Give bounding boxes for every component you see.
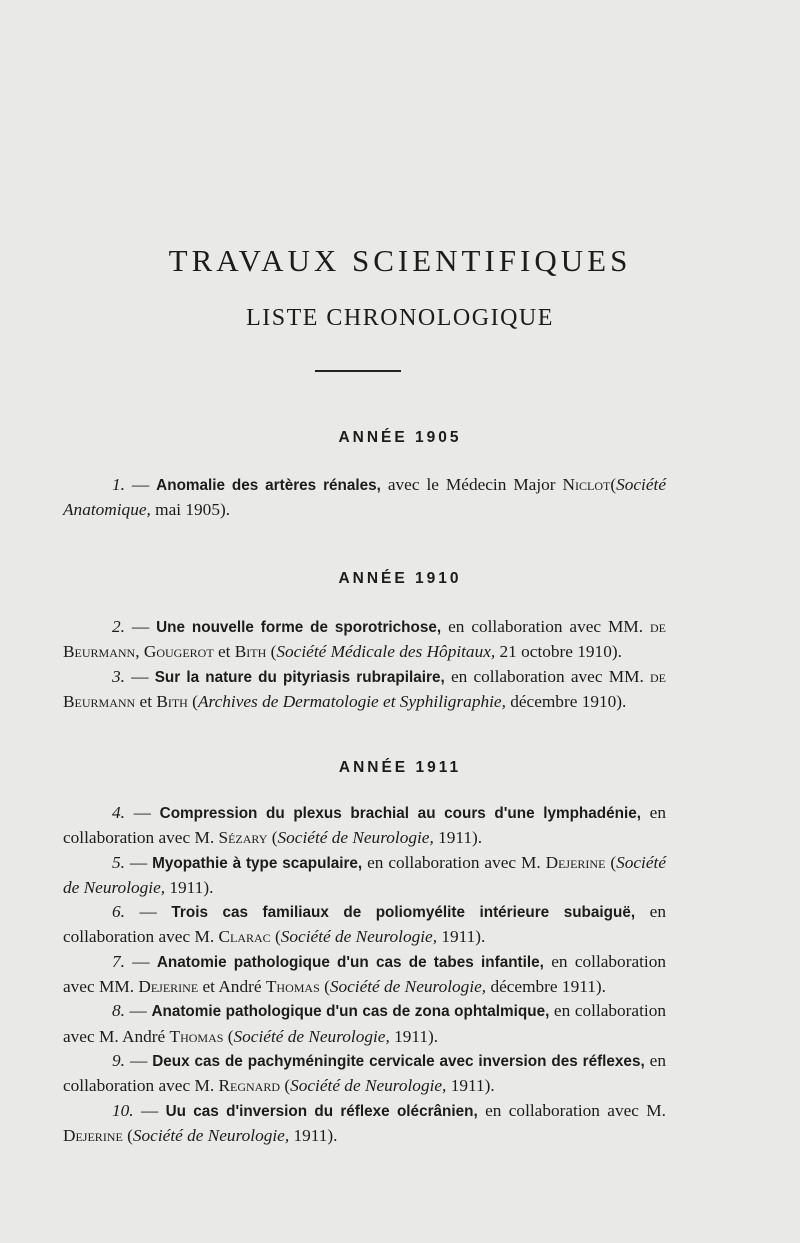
entry-4: 4. — Compression du plexus brachial au cours d'une lymphadénie, en collaboration avec M. Sézary (Société de Neurologie, 1911). xyxy=(63,803,666,848)
entries-1911 xyxy=(63,801,666,1148)
entry-7: 7. — Anatomie pathologique d'un cas de tabes infantile, en collaboration avec MM. Dejerine et André Thomas (Société de Neurologie, décembre 1911). xyxy=(63,951,667,997)
year-heading-1911: ANNÉE 1911 xyxy=(338,759,462,776)
title-divider xyxy=(315,370,401,372)
page-title: TRAVAUX SCIENTIFIQUES xyxy=(168,243,632,278)
entry-3: 3. — Sur la nature du pityriasis rubrapilaire, en collaboration avec MM. de Beurmann et Bith (Archives de Dermatologie et Syphiligraphie, décembre 1910). xyxy=(63,666,667,711)
entry-1: 1. — Anomalie des artères rénales, avec le Médecin Major Niclot(Société Anatomique, mai 1905). xyxy=(63,475,666,520)
entry-8: 8. — Anatomie pathologique d'un cas de zona ophtalmique, en collaboration avec M. André Thomas (Société de Neurologie, 1911). xyxy=(63,1001,666,1046)
page-subtitle: LISTE CHRONOLOGIQUE xyxy=(246,305,554,331)
year-heading-1905: ANNÉE 1905 xyxy=(338,429,462,446)
entry-9: 9. — Deux cas de pachyméningite cervicale avec inversion des réflexes, en collaboration avec M. Regnard (Société de Neurologie, 1911). xyxy=(63,1050,666,1096)
entry-6: 6. — Trois cas familiaux de poliomyélite intérieure subaiguë, en collaboration avec M. Clarac (Société de Neurologie, 1911). xyxy=(63,902,666,947)
entry-2: 2. — Une nouvelle forme de sporotrichose, en collaboration avec MM. de Beurmann, Gougerot et Bith (Société Médicale des Hôpitaux, 21 octobre 1910). xyxy=(63,617,666,662)
year-heading-1910: ANNÉE 1910 xyxy=(338,570,462,587)
entries-1910 xyxy=(63,615,666,714)
entry-5: 5. — Myopathie à type scapulaire, en collaboration avec M. Dejerine (Société de Neurologie, 1911). xyxy=(63,852,666,897)
entry-10: 10. — Uu cas d'inversion du réflexe olécrânien, en collaboration avec M. Dejerine (Société de Neurologie, 1911). xyxy=(63,1100,666,1145)
entries-1905 xyxy=(63,473,666,523)
